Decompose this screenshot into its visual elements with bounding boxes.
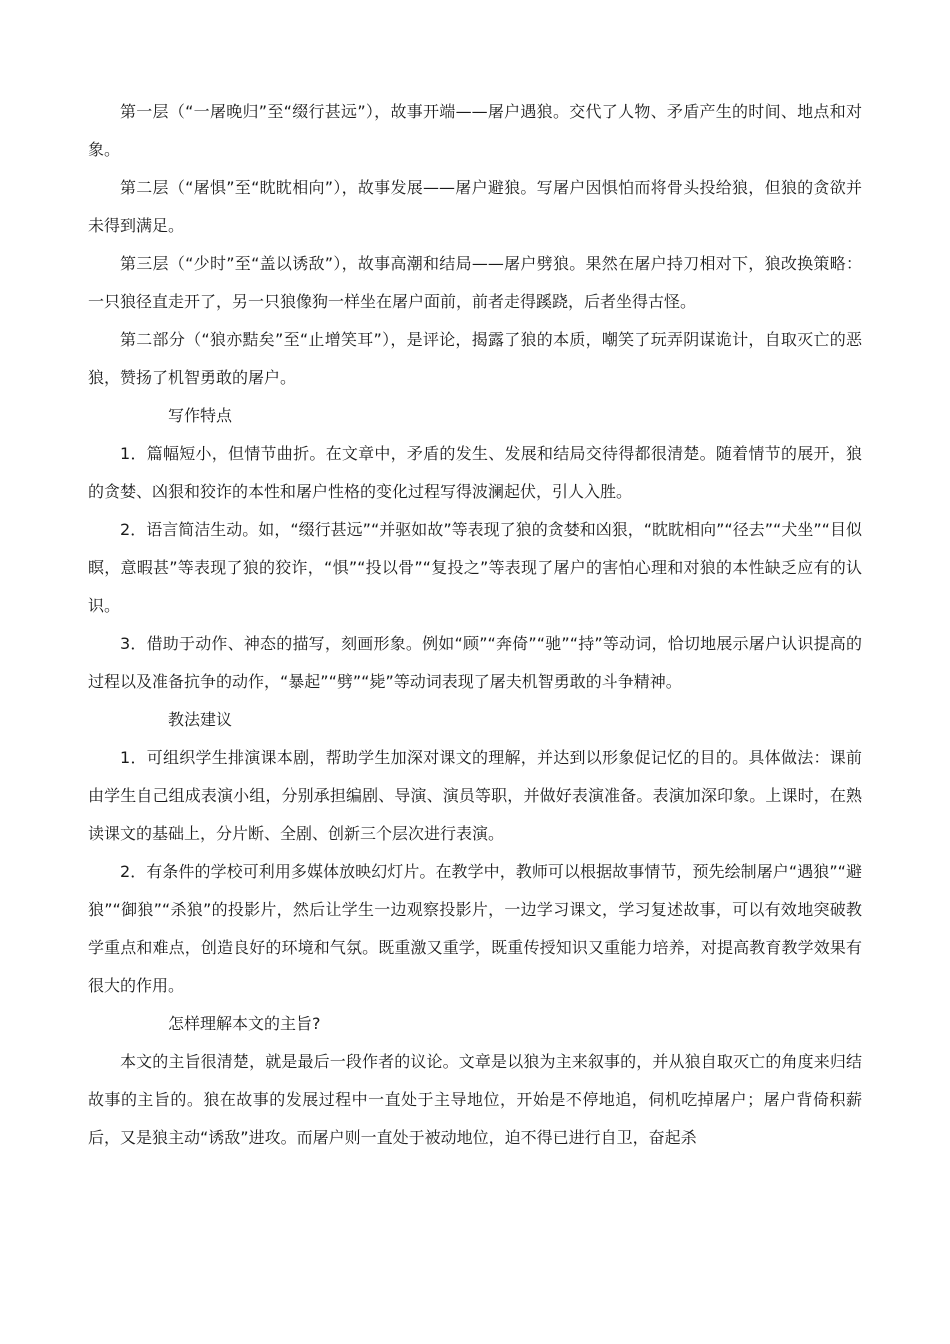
paragraph-main-idea: 本文的主旨很清楚，就是最后一段作者的议论。文章是以狼为主来叙事的，并从狼自取灭亡的角度来归结故事的主旨的。狼在故事的发展过程中一直处于主导地位，开始是不停地追，伺机吃掉屠户；屠户背倚积薪后，又是狼主动“诱敌”进攻。而屠户则一直处于被动地位，迫不得已进行自卫，奋起杀 <box>88 1052 862 1147</box>
paragraph-feature-3: 3．借助于动作、神态的描写，刻画形象。例如“顾”“奔倚”“驰”“持”等动词，恰切地展示屠户认识提高的过程以及准备抗争的动作，“暴起”“劈”“毙”等动词表现了屠夫机智勇敢的斗争精神。 <box>88 634 862 691</box>
paragraph-part-two: 第二部分（“狼亦黠矣”至“止增笑耳”），是评论，揭露了狼的本质，嘲笑了玩弄阴谋诡计，自取灭亡的恶狼，赞扬了机智勇敢的屠户。 <box>88 330 862 387</box>
paragraph-layer-one: 第一层（“一屠晚归”至“缀行甚远”），故事开端——屠户遇狼。交代了人物、矛盾产生的时间、地点和对象。 <box>88 102 862 159</box>
paragraph-feature-2: 2．语言简洁生动。如，“缀行甚远”“并驱如故”等表现了狼的贪婪和凶狠，“眈眈相向”“径去”“犬坐”“目似瞑，意暇甚”等表现了狼的狡诈，“惧”“投以骨”“复投之”等表现了屠户的害怕心理和对狼的本性缺乏应有的认识。 <box>88 520 862 615</box>
paragraph-suggestion-2: 2．有条件的学校可利用多媒体放映幻灯片。在教学中，教师可以根据故事情节，预先绘制屠户“遇狼”“避狼”“御狼”“杀狼”的投影片，然后让学生一边观察投影片，一边学习课文，学习复述故事，可以有效地突破教学重点和难点，创造良好的环境和气氛。既重激又重学，既重传授知识又重能力培养，对提高教育教学效果有很大的作用。 <box>88 862 862 995</box>
heading-main-idea-question: 怎样理解本文的主旨? <box>168 1014 321 1033</box>
heading-teaching-suggestions: 教法建议 <box>168 710 233 729</box>
paragraph-layer-two: 第二层（“屠惧”至“眈眈相向”），故事发展——屠户避狼。写屠户因惧怕而将骨头投给狼，但狼的贪欲并未得到满足。 <box>88 178 862 235</box>
paragraph-suggestion-1: 1．可组织学生排演课本剧，帮助学生加深对课文的理解，并达到以形象促记忆的目的。具体做法：课前由学生自己组成表演小组，分别承担编剧、导演、演员等职，并做好表演准备。表演加深印象。上课时，在熟读课文的基础上，分片断、全剧、创新三个层次进行表演。 <box>88 748 862 843</box>
document-body <box>88 93 862 1157</box>
heading-writing-features: 写作特点 <box>168 406 233 425</box>
paragraph-feature-1: 1．篇幅短小，但情节曲折。在文章中，矛盾的发生、发展和结局交待得都很清楚。随着情节的展开，狼的贪婪、凶狠和狡诈的本性和屠户性格的变化过程写得波澜起伏，引人入胜。 <box>88 444 862 501</box>
paragraph-layer-three: 第三层（“少时”至“盖以诱敌”），故事高潮和结局——屠户劈狼。果然在屠户持刀相对下，狼改换策略：一只狼径直走开了，另一只狼像狗一样坐在屠户面前，前者走得蹊跷，后者坐得古怪。 <box>88 254 862 311</box>
